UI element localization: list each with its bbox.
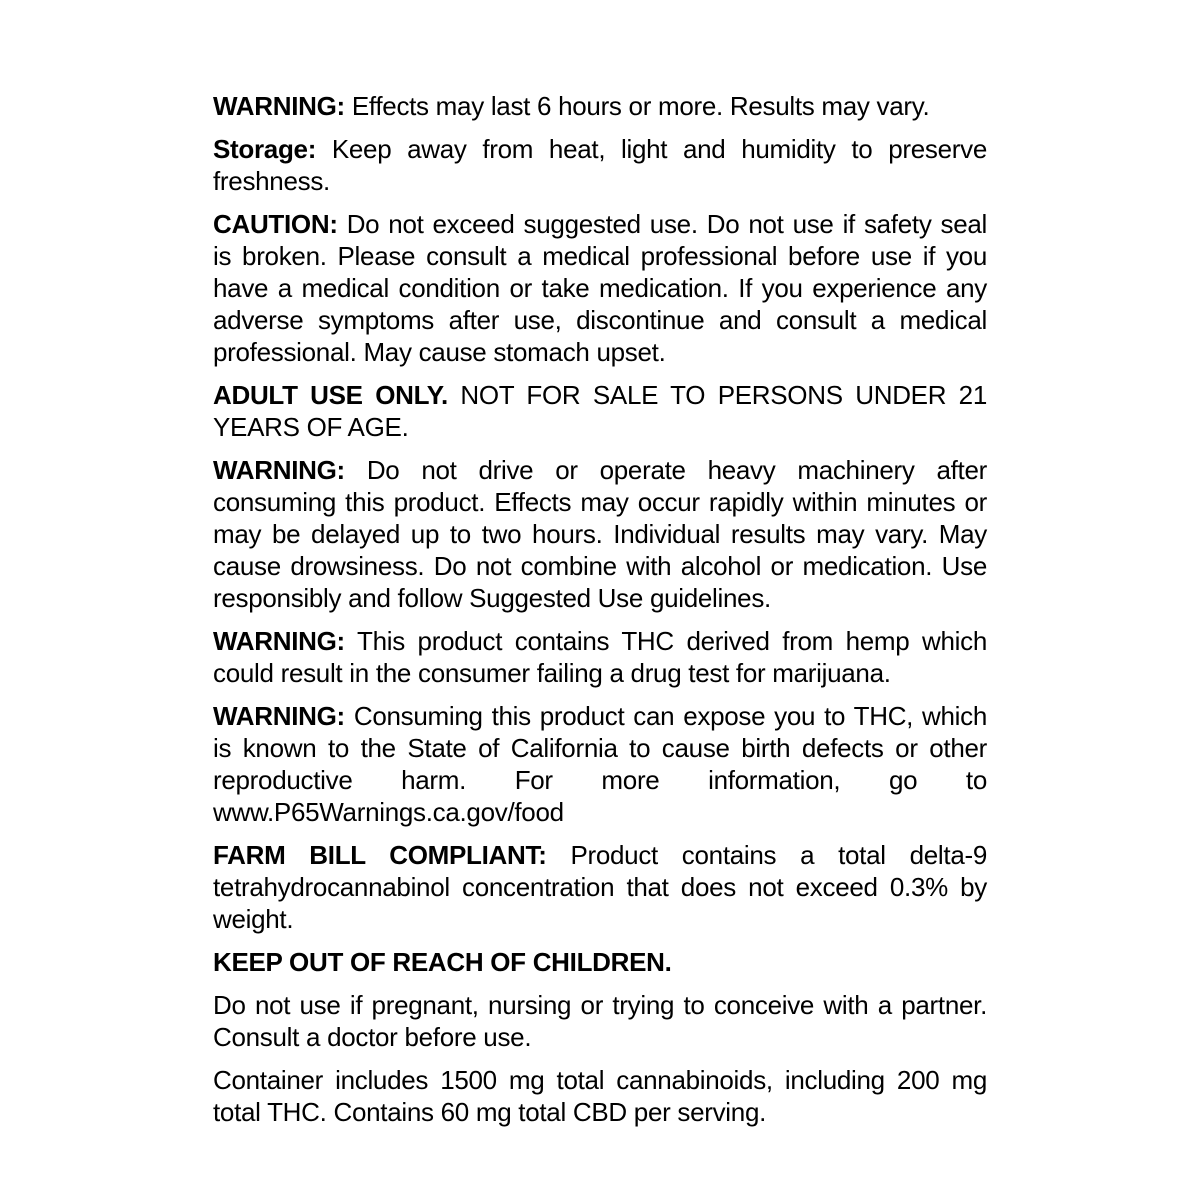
paragraph-text: Container includes 1500 mg total cannabinoids, including 200 mg total THC. Contains 60 mg total CBD per serving. [213,1065,987,1127]
paragraph-text: Product contains a total delta-9 tetrahydrocannabinol concentration that does not exceed 0.3% by weight. [213,840,987,934]
paragraph-label: WARNING: [213,455,345,485]
paragraph-label: FARM BILL COMPLIANT: [213,840,547,870]
paragraph-label: WARNING: [213,91,345,121]
warning-paragraph [213,839,987,935]
warning-paragraph [213,379,987,443]
paragraph-text: Effects may last 6 hours or more. Results may vary. [351,91,930,121]
paragraph-label: CAUTION: [213,209,338,239]
warning-paragraph [213,1064,987,1128]
paragraph-label: WARNING: [213,701,345,731]
warning-paragraph [213,90,987,122]
paragraph-label: ADULT USE ONLY. [213,380,448,410]
warning-paragraph [213,208,987,368]
paragraph-text: Consuming this product can expose you to THC, which is known to the State of California to cause birth defects or other reproductive harm. For more information, go to www.P65Warnings.ca.gov/food [213,701,987,827]
paragraph-label: Storage: [213,134,317,164]
warning-paragraph [213,946,987,978]
warning-paragraph [213,454,987,614]
paragraph-text: Do not use if pregnant, nursing or trying to conceive with a partner. Consult a doctor before use. [213,990,987,1052]
paragraph-text: NOT FOR SALE TO PERSONS UNDER 21 YEARS OF AGE. [213,380,987,442]
paragraph-text: Keep away from heat, light and humidity to preserve freshness. [213,134,987,196]
paragraph-text: Do not exceed suggested use. Do not use if safety seal is broken. Please consult a medical professional before use if you have a medical condition or take medication. If you experience any adverse symptoms after use, discontinue and consult a medical professional. May cause stomach upset. [213,209,987,367]
warning-paragraph [213,989,987,1053]
warning-paragraph [213,700,987,828]
warning-paragraph [213,133,987,197]
paragraph-text: This product contains THC derived from hemp which could result in the consumer failing a drug test for marijuana. [213,626,987,688]
paragraph-label: KEEP OUT OF REACH OF CHILDREN. [213,947,672,977]
label-text-block [213,90,987,1139]
paragraph-text: Do not drive or operate heavy machinery after consuming this product. Effects may occur rapidly within minutes or may be delayed up to two hours. Individual results may vary. May cause drowsiness. Do not combine with alcohol or medication. Use responsibly and follow Suggested Use guidelines. [213,455,987,613]
warning-paragraph [213,625,987,689]
paragraph-label: WARNING: [213,626,345,656]
